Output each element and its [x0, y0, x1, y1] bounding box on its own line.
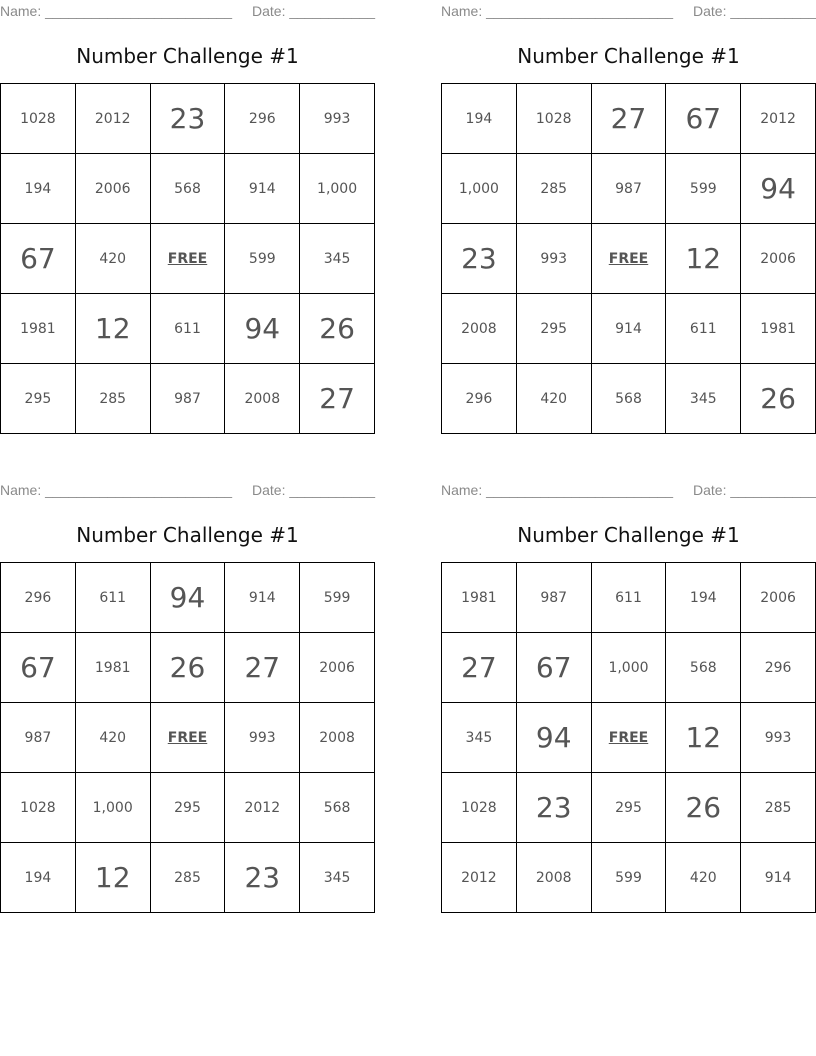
grid-row: [442, 84, 816, 154]
card-title: Number Challenge #1: [76, 523, 299, 547]
bingo-card-2: [441, 0, 816, 434]
grid-cell: 23: [225, 843, 300, 913]
grid-cell: 914: [225, 563, 300, 633]
free-cell: FREE: [150, 703, 225, 773]
grid-cell: 12: [666, 703, 741, 773]
free-cell: FREE: [150, 224, 225, 294]
grid-cell: 26: [666, 773, 741, 843]
grid-cell: 345: [442, 703, 517, 773]
grid-cell: 345: [666, 364, 741, 434]
bingo-grid: [441, 83, 816, 434]
grid-cell: 599: [666, 154, 741, 224]
grid-cell: 26: [741, 364, 816, 434]
grid-cell: 194: [1, 843, 76, 913]
bingo-grid: [0, 83, 375, 434]
grid-cell: 993: [741, 703, 816, 773]
grid-cell: 285: [516, 154, 591, 224]
grid-cell: 67: [666, 84, 741, 154]
grid-cell: 611: [75, 563, 150, 633]
grid-cell: 1981: [442, 563, 517, 633]
grid-cell: 94: [225, 294, 300, 364]
grid-cell: 420: [666, 843, 741, 913]
card-header: [0, 0, 375, 22]
grid-cell: 420: [75, 703, 150, 773]
grid-row: [442, 224, 816, 294]
grid-cell: 1981: [75, 633, 150, 703]
grid-cell: 67: [1, 633, 76, 703]
name-field: Name: ________________________: [0, 3, 232, 19]
card-title: Number Challenge #1: [517, 44, 740, 68]
grid-cell: 296: [741, 633, 816, 703]
grid-cell: 295: [591, 773, 666, 843]
grid-cell: 568: [591, 364, 666, 434]
free-cell: FREE: [591, 703, 666, 773]
grid-cell: 345: [300, 843, 375, 913]
grid-row: [1, 294, 375, 364]
grid-cell: 94: [516, 703, 591, 773]
grid-cell: 26: [150, 633, 225, 703]
grid-cell: 285: [150, 843, 225, 913]
grid-cell: 2006: [741, 224, 816, 294]
grid-cell: 27: [442, 633, 517, 703]
grid-cell: 2008: [442, 294, 517, 364]
card-header: [441, 479, 816, 501]
grid-cell: 1,000: [300, 154, 375, 224]
name-field: Name: ________________________: [441, 3, 673, 19]
grid-row: [1, 84, 375, 154]
card-title: Number Challenge #1: [517, 523, 740, 547]
grid-cell: 914: [225, 154, 300, 224]
grid-cell: 94: [150, 563, 225, 633]
grid-cell: 599: [300, 563, 375, 633]
grid-cell: 987: [591, 154, 666, 224]
grid-cell: 12: [75, 294, 150, 364]
grid-cell: 611: [150, 294, 225, 364]
grid-cell: 194: [1, 154, 76, 224]
grid-cell: 2008: [516, 843, 591, 913]
grid-cell: 285: [75, 364, 150, 434]
grid-cell: 2012: [741, 84, 816, 154]
grid-cell: 914: [741, 843, 816, 913]
date-field: Date: ___________: [252, 482, 375, 498]
grid-cell: 27: [225, 633, 300, 703]
name-field: Name: ________________________: [441, 482, 673, 498]
grid-cell: 568: [666, 633, 741, 703]
grid-cell: 1,000: [442, 154, 517, 224]
grid-cell: 1981: [741, 294, 816, 364]
grid-cell: 296: [1, 563, 76, 633]
grid-cell: 67: [516, 633, 591, 703]
grid-cell: 296: [225, 84, 300, 154]
grid-cell: 914: [591, 294, 666, 364]
grid-cell: 599: [225, 224, 300, 294]
card-title: Number Challenge #1: [76, 44, 299, 68]
grid-row: [442, 633, 816, 703]
grid-cell: 295: [1, 364, 76, 434]
grid-cell: 67: [1, 224, 76, 294]
bingo-card-4: [441, 479, 816, 913]
grid-row: [1, 224, 375, 294]
grid-cell: 2006: [300, 633, 375, 703]
grid-cell: 611: [591, 563, 666, 633]
grid-cell: 993: [225, 703, 300, 773]
grid-row: [1, 364, 375, 434]
grid-row: [1, 563, 375, 633]
grid-row: [1, 703, 375, 773]
bingo-card-1: [0, 0, 375, 434]
grid-cell: 23: [150, 84, 225, 154]
grid-row: [442, 294, 816, 364]
grid-cell: 2012: [225, 773, 300, 843]
grid-row: [1, 633, 375, 703]
grid-cell: 1,000: [75, 773, 150, 843]
grid-cell: 295: [150, 773, 225, 843]
grid-cell: 2006: [741, 563, 816, 633]
date-field: Date: ___________: [693, 3, 816, 19]
grid-cell: 345: [300, 224, 375, 294]
grid-cell: 1028: [1, 84, 76, 154]
bingo-grid: [0, 562, 375, 913]
grid-cell: 12: [666, 224, 741, 294]
grid-cell: 420: [516, 364, 591, 434]
grid-cell: 2006: [75, 154, 150, 224]
grid-cell: 2008: [225, 364, 300, 434]
grid-cell: 12: [75, 843, 150, 913]
grid-cell: 2008: [300, 703, 375, 773]
grid-cell: 23: [516, 773, 591, 843]
grid-cell: 194: [442, 84, 517, 154]
grid-cell: 194: [666, 563, 741, 633]
card-header: [441, 0, 816, 22]
grid-row: [1, 843, 375, 913]
grid-cell: 568: [300, 773, 375, 843]
grid-row: [442, 773, 816, 843]
free-cell: FREE: [591, 224, 666, 294]
grid-cell: 23: [442, 224, 517, 294]
grid-cell: 285: [741, 773, 816, 843]
date-field: Date: ___________: [693, 482, 816, 498]
card-header: [0, 479, 375, 501]
bingo-card-3: [0, 479, 375, 913]
grid-cell: 987: [1, 703, 76, 773]
grid-cell: 599: [591, 843, 666, 913]
bingo-grid: [441, 562, 816, 913]
grid-cell: 1028: [1, 773, 76, 843]
grid-cell: 1028: [516, 84, 591, 154]
grid-cell: 1,000: [591, 633, 666, 703]
grid-row: [1, 773, 375, 843]
grid-row: [442, 843, 816, 913]
grid-cell: 987: [150, 364, 225, 434]
grid-cell: 27: [591, 84, 666, 154]
grid-cell: 568: [150, 154, 225, 224]
grid-cell: 993: [516, 224, 591, 294]
grid-cell: 1981: [1, 294, 76, 364]
grid-cell: 2012: [442, 843, 517, 913]
grid-cell: 26: [300, 294, 375, 364]
grid-cell: 611: [666, 294, 741, 364]
grid-cell: 295: [516, 294, 591, 364]
grid-row: [1, 154, 375, 224]
date-field: Date: ___________: [252, 3, 375, 19]
grid-row: [442, 703, 816, 773]
grid-cell: 94: [741, 154, 816, 224]
grid-row: [442, 563, 816, 633]
grid-cell: 987: [516, 563, 591, 633]
grid-cell: 2012: [75, 84, 150, 154]
grid-row: [442, 364, 816, 434]
grid-cell: 27: [300, 364, 375, 434]
grid-cell: 296: [442, 364, 517, 434]
name-field: Name: ________________________: [0, 482, 232, 498]
grid-cell: 993: [300, 84, 375, 154]
grid-cell: 1028: [442, 773, 517, 843]
grid-cell: 420: [75, 224, 150, 294]
grid-row: [442, 154, 816, 224]
